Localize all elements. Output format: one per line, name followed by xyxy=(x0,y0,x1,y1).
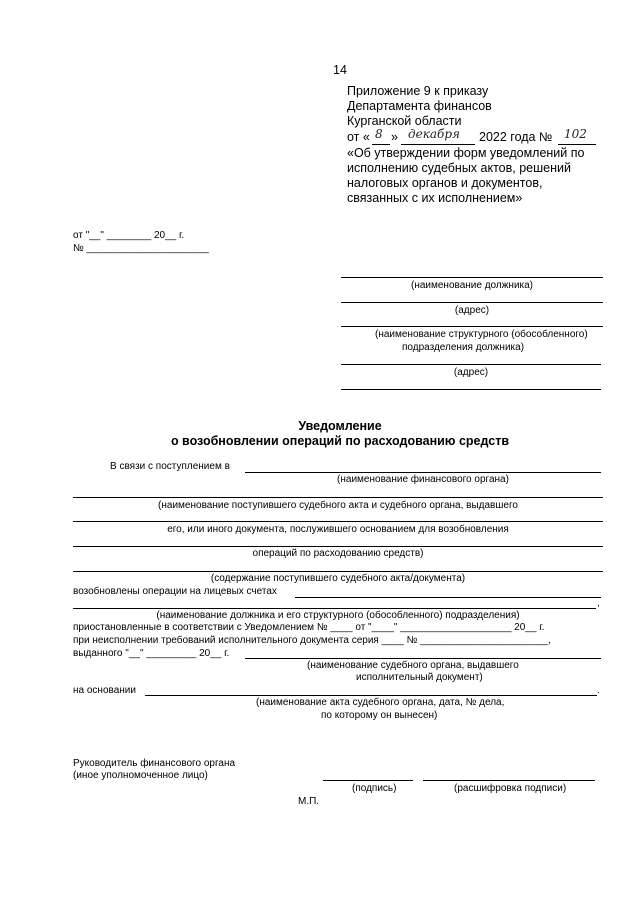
nonexec-text: при неисполнении требований исполнительного документа серия ____ № _______________________, xyxy=(73,635,551,646)
signature-line xyxy=(323,780,413,781)
approval-title-3: налоговых органов и документов, xyxy=(347,176,543,190)
outgoing-date: от "__" ________ 20__ г. xyxy=(73,230,185,241)
date-day-underline xyxy=(372,144,390,145)
division-caption-2: подразделения должника) xyxy=(402,342,525,353)
debtor-line xyxy=(341,277,603,278)
address-caption-1: (адрес) xyxy=(454,305,490,316)
act-line-1 xyxy=(73,497,603,498)
address-extra-line xyxy=(341,389,601,390)
intro-text: В связи с поступлением в xyxy=(110,461,230,472)
act-caption-1: (наименование поступившего судебного акта и судебного органа, выдавшего xyxy=(158,500,518,511)
content-line xyxy=(73,571,603,572)
date-month-underline xyxy=(401,144,475,145)
accounts-comma: , xyxy=(597,598,600,609)
debtor-division-caption: (наименование должника и его структурного (обособленного) подразделения) xyxy=(156,610,520,621)
basis-caption-2: по которому он вынесен) xyxy=(321,710,438,721)
date-number-handwritten: 102 xyxy=(564,127,587,141)
act-line-2 xyxy=(73,521,603,522)
suspended-text: приостановленные в соответствии с Уведомлением № ____ от "____" ____________________ 20__ г. xyxy=(73,622,545,633)
act-line-3 xyxy=(73,546,603,547)
decode-line xyxy=(423,780,595,781)
document-title: Уведомление xyxy=(298,419,382,433)
approval-line-3: Курганской области xyxy=(347,114,462,128)
outgoing-number: № ______________________ xyxy=(73,243,209,254)
approval-date-prefix: от « xyxy=(347,130,370,144)
approval-title-4: связанных с их исполнением» xyxy=(347,191,523,205)
debtor-caption: (наименование должника) xyxy=(410,280,534,291)
date-number-underline xyxy=(558,144,596,145)
court-caption-2: исполнительный документ) xyxy=(356,672,483,683)
page-number: 14 xyxy=(333,63,347,77)
address-line-2 xyxy=(341,364,601,365)
stamp-label: М.П. xyxy=(298,796,320,807)
fin-org-line xyxy=(245,472,601,473)
document-subtitle: о возобновлении операций по расходованию средств xyxy=(170,434,510,448)
approval-line-1: Приложение 9 к приказу xyxy=(347,84,489,98)
head-line-2: (иное уполномоченное лицо) xyxy=(73,770,208,781)
content-caption: (содержание поступившего судебного акта/документа) xyxy=(210,573,466,584)
basis-dot: . xyxy=(597,685,600,696)
date-month-handwritten: декабря xyxy=(408,127,460,141)
approval-date-mid: » xyxy=(391,130,398,144)
division-caption-1: (наименование структурного (обособленного) xyxy=(375,329,588,340)
decode-caption: (расшифровка подписи) xyxy=(454,783,567,794)
act-caption-3: операций по расходованию средств) xyxy=(252,548,424,559)
basis-line xyxy=(145,695,597,696)
basis-text: на основании xyxy=(73,685,136,696)
approval-title-2: исполнению судебных актов, решений xyxy=(347,161,571,175)
head-line-1: Руководитель финансового органа xyxy=(73,758,236,769)
basis-caption-1: (наименование акта судебного органа, дата, № дела, xyxy=(256,697,505,708)
sign-caption: (подпись) xyxy=(352,783,397,794)
address-caption-2: (адрес) xyxy=(453,367,489,378)
court-caption-1: (наименование судебного органа, выдавшего xyxy=(307,660,519,671)
accounts-line-2 xyxy=(73,608,596,609)
fin-org-caption: (наименование финансового органа) xyxy=(337,474,509,485)
date-day-handwritten: 8 xyxy=(375,127,383,141)
approval-title-1: «Об утверждении форм уведомлений по xyxy=(347,146,585,160)
act-caption-2: его, или иного документа, послужившего основанием для возобновления xyxy=(167,524,509,535)
approval-date-year: 2022 года № xyxy=(479,130,553,144)
court-line xyxy=(245,658,601,659)
accounts-line xyxy=(295,597,601,598)
division-line xyxy=(341,326,603,327)
accounts-text: возобновлены операции на лицевых счетах xyxy=(73,586,277,597)
issued-text: выданного "__" _________ 20__ г. xyxy=(73,648,230,659)
approval-line-2: Департамента финансов xyxy=(347,99,492,113)
address-line-1 xyxy=(341,302,603,303)
